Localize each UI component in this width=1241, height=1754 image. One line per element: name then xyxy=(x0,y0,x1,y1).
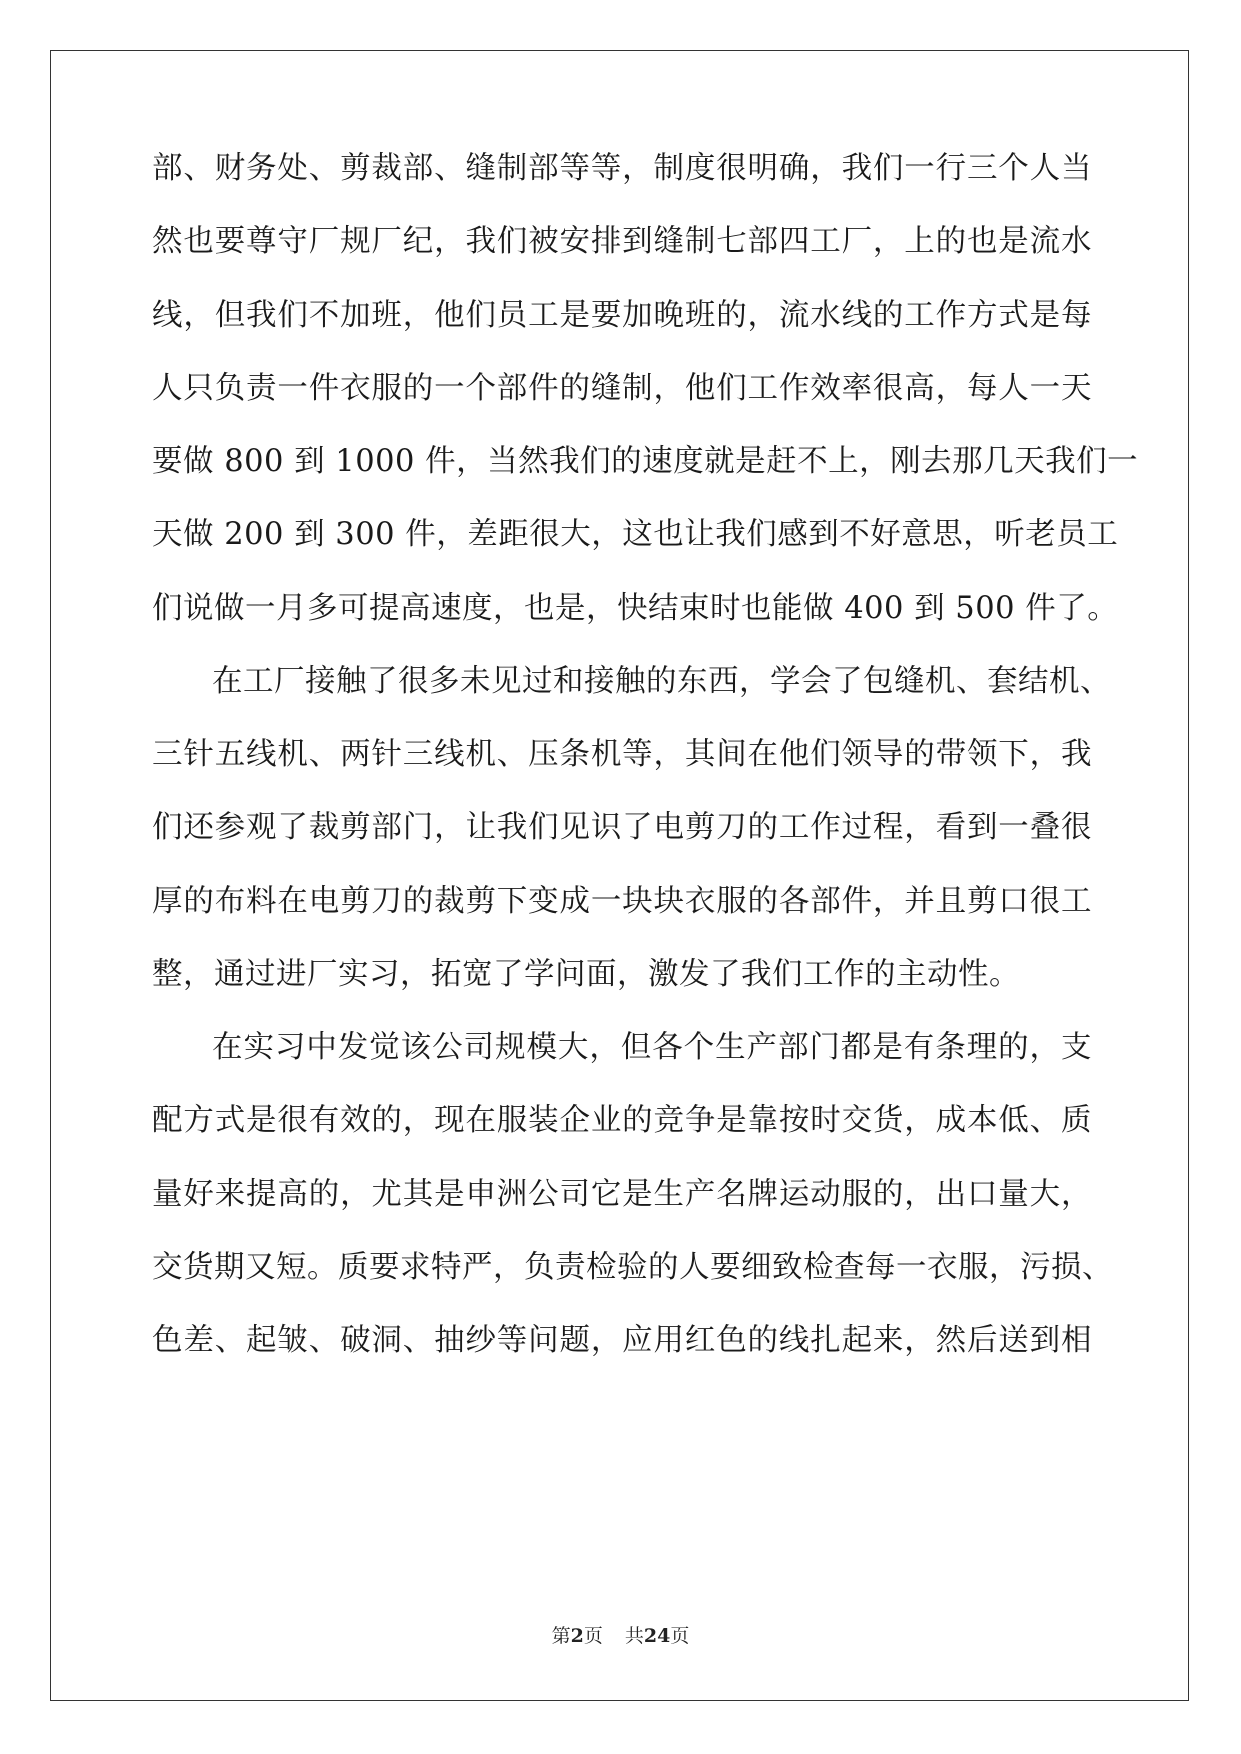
total-prefix: 共 xyxy=(624,1625,644,1647)
text-line: 配方式是很有效的，现在服装企业的竞争是靠按时交货，成本低、质 xyxy=(152,1103,1092,1138)
page-footer xyxy=(0,1624,1241,1648)
page-prefix: 第 xyxy=(551,1625,571,1647)
text-line: 线，但我们不加班，他们员工是要加晚班的，流水线的工作方式是每 xyxy=(152,298,1092,333)
total-unit: 页 xyxy=(670,1625,690,1647)
text-line: 然也要尊守厂规厂纪，我们被安排到缝制七部四工厂，上的也是流水 xyxy=(152,224,1092,259)
page-unit: 页 xyxy=(583,1625,603,1647)
text-line: 交货期又短。质要求特严，负责检验的人要细致检查每一衣服，污损、 xyxy=(152,1250,1113,1285)
page-total: 24 xyxy=(643,1625,671,1647)
text-line: 们说做一月多可提高速度，也是，快结束时也能做 400 到 500 件了。 xyxy=(152,591,1119,626)
text-line: 人只负责一件衣服的一个部件的缝制，他们工作效率很高，每人一天 xyxy=(152,371,1092,406)
text-line: 要做 800 到 1000 件，当然我们的速度就是赶不上，刚去那几天我们一 xyxy=(152,444,1139,479)
page-number: 2 xyxy=(570,1625,584,1647)
text-line: 厚的布料在电剪刀的裁剪下变成一块块衣服的各部件，并且剪口很工 xyxy=(152,884,1092,919)
text-line: 三针五线机、两针三线机、压条机等，其间在他们领导的带领下，我 xyxy=(152,737,1092,772)
text-line: 们还参观了裁剪部门，让我们见识了电剪刀的工作过程，看到一叠很 xyxy=(152,810,1092,845)
text-line: 部、财务处、剪裁部、缝制部等等，制度很明确，我们一行三个人当 xyxy=(152,151,1092,186)
paragraph-first-line: 在实习中发觉该公司规模大，但各个生产部门都是有条理的，支 xyxy=(212,1030,1092,1065)
text-line: 色差、起皱、破洞、抽纱等问题，应用红色的线扎起来，然后送到相 xyxy=(152,1323,1092,1358)
text-line: 天做 200 到 300 件，差距很大，这也让我们感到不好意思，听老员工 xyxy=(152,517,1119,552)
paragraph-first-line: 在工厂接触了很多未见过和接触的东西，学会了包缝机、套结机、 xyxy=(212,664,1111,699)
text-line: 整，通过进厂实习，拓宽了学问面，激发了我们工作的主动性。 xyxy=(152,957,1020,992)
text-line: 量好来提高的，尤其是申洲公司它是生产名牌运动服的，出口量大， xyxy=(152,1177,1092,1212)
